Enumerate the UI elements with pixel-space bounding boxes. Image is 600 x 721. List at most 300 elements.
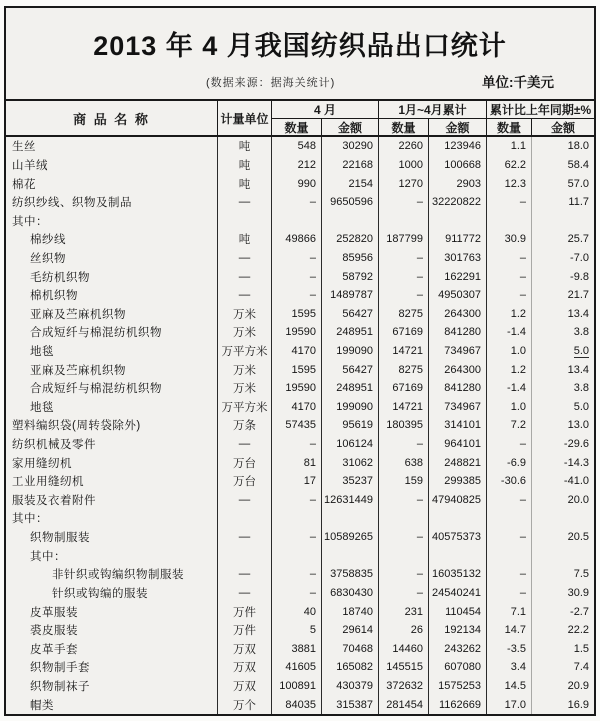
april-amount-cell: 56427 <box>322 304 379 323</box>
april-quantity-cell: 41605 <box>272 658 322 677</box>
table-row <box>6 174 594 193</box>
cumulative-quantity-cell: 14721 <box>379 342 429 361</box>
cumulative-amount-cell: 299385 <box>429 472 487 491</box>
unit-cell <box>218 546 272 565</box>
april-quantity-cell: – <box>272 267 322 286</box>
april-amount-cell <box>322 211 379 230</box>
cumulative-amount-cell: 911772 <box>429 230 487 249</box>
product-name-cell: 山羊绒 <box>6 156 218 175</box>
cumulative-amount-cell: 110454 <box>429 602 487 621</box>
cumulative-amount-cell: 47940825 <box>429 491 487 510</box>
cumulative-quantity-cell: 67169 <box>379 323 429 342</box>
yoy-quantity-cell: 1.0 <box>487 398 532 417</box>
april-amount-cell: 199090 <box>322 342 379 361</box>
april-quantity-cell: 4170 <box>272 398 322 417</box>
cumulative-amount-cell: 32220822 <box>429 193 487 212</box>
product-name-cell: 其中： <box>6 211 218 230</box>
product-name-cell: 服装及衣着附件 <box>6 491 218 510</box>
yoy-amount-cell: 11.7 <box>568 196 589 209</box>
header-product-name: 商 品 名 称 <box>6 101 218 135</box>
unit-cell <box>218 211 272 230</box>
header-subcolumn-row <box>272 119 594 136</box>
table-body <box>6 137 594 714</box>
cumulative-quantity-cell: – <box>379 528 429 547</box>
april-quantity-cell: 1595 <box>272 304 322 323</box>
april-amount-cell: 3758835 <box>322 565 379 584</box>
product-name-cell: 亚麻及苎麻机织物 <box>6 360 218 379</box>
april-amount-cell: 29614 <box>322 621 379 640</box>
yoy-quantity-cell: – <box>487 584 532 603</box>
april-amount-cell: 315387 <box>322 695 379 714</box>
product-name-cell: 合成短纤与棉混纺机织物 <box>6 323 218 342</box>
yoy-quantity-cell: 14.7 <box>487 621 532 640</box>
table-row <box>6 211 594 230</box>
april-quantity-cell: 19590 <box>272 323 322 342</box>
april-amount-cell: 70468 <box>322 639 379 658</box>
april-quantity-cell: 100891 <box>272 677 322 696</box>
april-quantity-cell: – <box>272 584 322 603</box>
cumulative-quantity-cell: 372632 <box>379 677 429 696</box>
unit-cell <box>218 509 272 528</box>
yoy-amount-cell: 20.0 <box>567 493 589 506</box>
cumulative-quantity-cell: 145515 <box>379 658 429 677</box>
yoy-amount-cell: 5.0 <box>573 400 589 413</box>
product-name-cell: 亚麻及苎麻机织物 <box>6 304 218 323</box>
cumulative-amount-cell: 24540241 <box>429 584 487 603</box>
yoy-amount-cell: 1.5 <box>573 642 589 655</box>
yoy-quantity-cell: 62.2 <box>487 156 532 175</box>
yoy-amount-cell: 20.5 <box>567 531 589 544</box>
yoy-quantity-cell: 7.2 <box>487 416 532 435</box>
yoy-amount-cell: 7.4 <box>573 661 589 674</box>
yoy-quantity-cell: -1.4 <box>487 323 532 342</box>
yoy-amount-cell: -7.0 <box>570 251 589 264</box>
yoy-quantity-cell <box>487 546 532 565</box>
april-quantity-cell: 212 <box>272 156 322 175</box>
table-row <box>6 528 594 547</box>
data-source-note: (数据来源：据海关统计) <box>206 77 336 89</box>
statistics-table <box>6 99 594 714</box>
table-row <box>6 286 594 305</box>
cumulative-quantity-cell: – <box>379 584 429 603</box>
product-name-cell: 丝织物 <box>6 249 218 268</box>
cumulative-amount-cell: 192134 <box>429 621 487 640</box>
table-row <box>6 546 594 565</box>
cumulative-amount-cell: 248821 <box>429 453 487 472</box>
unit-cell: — <box>218 249 272 268</box>
cumulative-amount-cell: 40575373 <box>429 528 487 547</box>
yoy-quantity-cell: 1.2 <box>487 304 532 323</box>
cumulative-amount-cell: 16035132 <box>429 565 487 584</box>
april-quantity-cell: 548 <box>272 137 322 156</box>
unit-cell: 万台 <box>218 453 272 472</box>
table-row <box>6 472 594 491</box>
yoy-quantity-cell: – <box>487 249 532 268</box>
unit-cell: 万双 <box>218 677 272 696</box>
yoy-amount-cell: 7.5 <box>573 568 589 581</box>
yoy-amount-cell: -9.8 <box>570 270 589 283</box>
yoy-amount-cell: 3.8 <box>573 382 589 395</box>
april-quantity-cell: – <box>272 528 322 547</box>
yoy-quantity-cell: 1.0 <box>487 342 532 361</box>
cumulative-quantity-cell: – <box>379 565 429 584</box>
product-name-cell: 非针织或钩编织物制服装 <box>6 565 218 584</box>
april-quantity-cell: 3881 <box>272 639 322 658</box>
cumulative-amount-cell: 4950307 <box>429 286 487 305</box>
yoy-quantity-cell: – <box>487 528 532 547</box>
cumulative-quantity-cell: 180395 <box>379 416 429 435</box>
april-amount-cell: 85956 <box>322 249 379 268</box>
cumulative-quantity-cell: 1270 <box>379 174 429 193</box>
april-amount-cell: 10589265 <box>322 528 379 547</box>
yoy-quantity-cell: 14.5 <box>487 677 532 696</box>
yoy-quantity-cell: – <box>487 286 532 305</box>
yoy-amount-cell: -14.3 <box>563 456 589 469</box>
cumulative-quantity-cell: 187799 <box>379 230 429 249</box>
april-quantity-cell: 40 <box>272 602 322 621</box>
product-name-cell: 生丝 <box>6 137 218 156</box>
april-quantity-cell <box>272 546 322 565</box>
unit-cell: 万个 <box>218 695 272 714</box>
header-group-cumulative: 1月~4月累计 <box>379 101 487 118</box>
cumulative-quantity-cell: – <box>379 435 429 454</box>
yoy-amount-cell: 22.2 <box>567 624 589 637</box>
unit-cell: 万双 <box>218 639 272 658</box>
april-quantity-cell: – <box>272 435 322 454</box>
yoy-amount-cell: 25.7 <box>567 233 589 246</box>
cumulative-quantity-cell: 14460 <box>379 639 429 658</box>
unit-cell: — <box>218 565 272 584</box>
cumulative-quantity-cell: – <box>379 193 429 212</box>
product-name-cell: 裘皮服装 <box>6 621 218 640</box>
cumulative-quantity-cell: 159 <box>379 472 429 491</box>
yoy-quantity-cell: -1.4 <box>487 379 532 398</box>
product-name-cell: 织物制手套 <box>6 658 218 677</box>
april-quantity-cell: 19590 <box>272 379 322 398</box>
table-row <box>6 584 594 603</box>
cumulative-amount-cell <box>429 546 487 565</box>
cumulative-amount-cell: 734967 <box>429 342 487 361</box>
april-amount-cell: 12631449 <box>322 491 379 510</box>
yoy-quantity-cell: 7.1 <box>487 602 532 621</box>
product-name-cell: 塑料编织袋(周转袋除外) <box>6 416 218 435</box>
yoy-amount-cell: 13.4 <box>567 363 589 376</box>
april-amount-cell: 106124 <box>322 435 379 454</box>
april-quantity-cell: – <box>272 491 322 510</box>
table-row <box>6 379 594 398</box>
unit-cell: 吨 <box>218 156 272 175</box>
header-measure-unit: 计量单位 <box>218 101 272 135</box>
cumulative-amount-cell: 841280 <box>429 379 487 398</box>
product-name-cell: 帽类 <box>6 695 218 714</box>
april-quantity-cell: 81 <box>272 453 322 472</box>
header-yoy-amount: 金额 <box>550 121 575 135</box>
cumulative-quantity-cell: 281454 <box>379 695 429 714</box>
table-row <box>6 416 594 435</box>
cumulative-quantity-cell: 8275 <box>379 360 429 379</box>
april-amount-cell: 31062 <box>322 453 379 472</box>
table-row <box>6 695 594 714</box>
product-name-cell: 家用缝纫机 <box>6 453 218 472</box>
cumulative-amount-cell: 243262 <box>429 639 487 658</box>
header-group-yoy: 累计比上年同期±% <box>489 103 592 117</box>
april-amount-cell: 30290 <box>322 137 379 156</box>
unit-cell: 万条 <box>218 416 272 435</box>
cumulative-amount-cell: 100668 <box>429 156 487 175</box>
table-row <box>6 621 594 640</box>
yoy-amount-cell <box>532 509 594 528</box>
table-row <box>6 267 594 286</box>
cumulative-amount-cell: 1575253 <box>429 677 487 696</box>
product-name-cell: 纺织纱线、织物及制品 <box>6 193 218 212</box>
april-quantity-cell: 17 <box>272 472 322 491</box>
header-april-amount: 金额 <box>322 119 379 136</box>
header-cumulative-amount: 金额 <box>429 119 487 136</box>
unit-label: 单位:千美元 <box>482 75 554 90</box>
april-quantity-cell: – <box>272 565 322 584</box>
table-row <box>6 491 594 510</box>
yoy-amount-cell: -2.7 <box>570 605 589 618</box>
table-row <box>6 509 594 528</box>
april-quantity-cell: 1595 <box>272 360 322 379</box>
header-value-groups <box>272 101 594 135</box>
header-group-april: 4 月 <box>272 101 379 118</box>
product-name-cell: 皮革手套 <box>6 639 218 658</box>
header-cumulative-quantity: 数量 <box>379 119 429 136</box>
table-row <box>6 323 594 342</box>
product-name-cell: 地毯 <box>6 342 218 361</box>
unit-cell: 万米 <box>218 360 272 379</box>
cumulative-amount-cell: 264300 <box>429 304 487 323</box>
yoy-amount-cell: 30.9 <box>567 586 589 599</box>
cumulative-quantity-cell: – <box>379 267 429 286</box>
yoy-quantity-cell: 30.9 <box>487 230 532 249</box>
cumulative-amount-cell <box>429 509 487 528</box>
table-row <box>6 342 594 361</box>
yoy-amount-cell <box>532 546 594 565</box>
table-row <box>6 435 594 454</box>
april-amount-cell: 58792 <box>322 267 379 286</box>
april-quantity-cell <box>272 509 322 528</box>
cumulative-quantity-cell <box>379 509 429 528</box>
april-amount-cell: 199090 <box>322 398 379 417</box>
product-name-cell: 皮革服装 <box>6 602 218 621</box>
april-amount-cell: 248951 <box>322 323 379 342</box>
yoy-quantity-cell: -30.6 <box>487 472 532 491</box>
april-amount-cell: 9650596 <box>322 193 379 212</box>
april-quantity-cell: 5 <box>272 621 322 640</box>
product-name-cell: 针织或钩编的服装 <box>6 584 218 603</box>
table-row <box>6 193 594 212</box>
unit-cell: 万平方米 <box>218 342 272 361</box>
cumulative-quantity-cell: 2260 <box>379 137 429 156</box>
product-name-cell: 其中： <box>6 546 218 565</box>
unit-cell: — <box>218 528 272 547</box>
table-row <box>6 360 594 379</box>
cumulative-amount-cell: 2903 <box>429 174 487 193</box>
unit-cell: 万双 <box>218 658 272 677</box>
cumulative-quantity-cell: 14721 <box>379 398 429 417</box>
april-amount-cell: 56427 <box>322 360 379 379</box>
cumulative-quantity-cell: 231 <box>379 602 429 621</box>
header-yoy-quantity: 数量 <box>487 119 532 136</box>
subtitle-row <box>6 71 594 91</box>
cumulative-amount-cell: 314101 <box>429 416 487 435</box>
unit-cell: 万米 <box>218 304 272 323</box>
cumulative-amount-cell: 123946 <box>429 137 487 156</box>
april-amount-cell: 2154 <box>322 174 379 193</box>
yoy-quantity-cell: – <box>487 267 532 286</box>
cumulative-amount-cell: 301763 <box>429 249 487 268</box>
yoy-quantity-cell: -3.5 <box>487 639 532 658</box>
product-name-cell: 织物制服装 <box>6 528 218 547</box>
cumulative-quantity-cell <box>379 546 429 565</box>
table-header <box>6 101 594 137</box>
product-name-cell: 棉花 <box>6 174 218 193</box>
yoy-quantity-cell: – <box>487 435 532 454</box>
cumulative-amount-cell: 841280 <box>429 323 487 342</box>
header-group-row <box>272 101 594 119</box>
cumulative-quantity-cell: 1000 <box>379 156 429 175</box>
yoy-quantity-cell: 17.0 <box>487 695 532 714</box>
yoy-amount-cell: 13.0 <box>567 419 589 432</box>
cumulative-quantity-cell <box>379 211 429 230</box>
product-name-cell: 纺织机械及零件 <box>6 435 218 454</box>
cumulative-amount-cell: 264300 <box>429 360 487 379</box>
table-row <box>6 565 594 584</box>
april-amount-cell: 248951 <box>322 379 379 398</box>
table-row <box>6 137 594 156</box>
yoy-amount-cell: 20.9 <box>567 679 589 692</box>
yoy-quantity-cell: – <box>487 491 532 510</box>
cumulative-amount-cell: 1162669 <box>429 695 487 714</box>
cumulative-amount-cell: 162291 <box>429 267 487 286</box>
product-name-cell: 地毯 <box>6 398 218 417</box>
table-row <box>6 639 594 658</box>
document-sheet <box>4 6 596 716</box>
yoy-amount-cell: 58.4 <box>567 158 589 171</box>
unit-cell: 万米 <box>218 323 272 342</box>
yoy-quantity-cell: – <box>487 565 532 584</box>
yoy-amount-cell: 3.8 <box>573 326 589 339</box>
yoy-quantity-cell: 1.1 <box>487 137 532 156</box>
april-amount-cell: 6830430 <box>322 584 379 603</box>
unit-cell: 吨 <box>218 137 272 156</box>
april-amount-cell: 22168 <box>322 156 379 175</box>
april-quantity-cell: 49866 <box>272 230 322 249</box>
table-row <box>6 398 594 417</box>
unit-cell: — <box>218 193 272 212</box>
april-quantity-cell: – <box>272 286 322 305</box>
unit-cell: — <box>218 584 272 603</box>
unit-cell: 万平方米 <box>218 398 272 417</box>
april-amount-cell: 165082 <box>322 658 379 677</box>
yoy-amount-cell: 21.7 <box>567 289 589 302</box>
april-amount-cell: 430379 <box>322 677 379 696</box>
yoy-amount-cell: -29.6 <box>563 438 589 451</box>
unit-cell: 万米 <box>218 379 272 398</box>
yoy-quantity-cell: – <box>487 193 532 212</box>
yoy-amount-cell: 18.0 <box>567 140 589 153</box>
table-row <box>6 230 594 249</box>
cumulative-amount-cell: 964101 <box>429 435 487 454</box>
page-title: 2013 年 4 月我国纺织品出口统计 <box>93 31 507 61</box>
april-quantity-cell: 990 <box>272 174 322 193</box>
yoy-amount-cell: -41.0 <box>563 475 589 488</box>
table-row <box>6 658 594 677</box>
cumulative-quantity-cell: – <box>379 491 429 510</box>
yoy-quantity-cell: 3.4 <box>487 658 532 677</box>
yoy-quantity-cell <box>487 211 532 230</box>
unit-cell: — <box>218 435 272 454</box>
cumulative-amount-cell <box>429 211 487 230</box>
cumulative-quantity-cell: 638 <box>379 453 429 472</box>
april-amount-cell: 35237 <box>322 472 379 491</box>
table-row <box>6 156 594 175</box>
product-name-cell: 毛纺机织物 <box>6 267 218 286</box>
product-name-cell: 其中： <box>6 509 218 528</box>
yoy-amount-cell: 13.4 <box>567 307 589 320</box>
april-amount-cell <box>322 546 379 565</box>
cumulative-quantity-cell: – <box>379 249 429 268</box>
yoy-quantity-cell: -6.9 <box>487 453 532 472</box>
april-quantity-cell: 84035 <box>272 695 322 714</box>
table-row <box>6 249 594 268</box>
cumulative-quantity-cell: 8275 <box>379 304 429 323</box>
april-amount-cell <box>322 509 379 528</box>
april-quantity-cell: 57435 <box>272 416 322 435</box>
header-april-quantity: 数量 <box>272 119 322 136</box>
title-block <box>6 8 594 99</box>
yoy-quantity-cell: 1.2 <box>487 360 532 379</box>
cumulative-amount-cell: 607080 <box>429 658 487 677</box>
cumulative-quantity-cell: 26 <box>379 621 429 640</box>
product-name-cell: 合成短纤与棉混纺机织物 <box>6 379 218 398</box>
april-quantity-cell <box>272 211 322 230</box>
unit-cell: 吨 <box>218 174 272 193</box>
table-row <box>6 677 594 696</box>
yoy-amount-cell: 5.0 <box>573 344 589 357</box>
unit-cell: 万件 <box>218 602 272 621</box>
table-row <box>6 453 594 472</box>
unit-cell: — <box>218 286 272 305</box>
yoy-quantity-cell <box>487 509 532 528</box>
product-name-cell: 工业用缝纫机 <box>6 472 218 491</box>
april-amount-cell: 252820 <box>322 230 379 249</box>
unit-cell: — <box>218 267 272 286</box>
cumulative-quantity-cell: 67169 <box>379 379 429 398</box>
product-name-cell: 棉纱线 <box>6 230 218 249</box>
unit-cell: 万件 <box>218 621 272 640</box>
april-quantity-cell: – <box>272 249 322 268</box>
unit-cell: 吨 <box>218 230 272 249</box>
yoy-quantity-cell: 12.3 <box>487 174 532 193</box>
product-name-cell: 棉机织物 <box>6 286 218 305</box>
april-amount-cell: 1489787 <box>322 286 379 305</box>
yoy-amount-cell: 57.0 <box>567 177 589 190</box>
yoy-amount-cell: 16.9 <box>567 698 589 711</box>
yoy-amount-cell <box>532 211 594 230</box>
april-quantity-cell: 4170 <box>272 342 322 361</box>
unit-cell: 万台 <box>218 472 272 491</box>
table-row <box>6 304 594 323</box>
april-quantity-cell: – <box>272 193 322 212</box>
cumulative-quantity-cell: – <box>379 286 429 305</box>
april-amount-cell: 95619 <box>322 416 379 435</box>
table-row <box>6 602 594 621</box>
product-name-cell: 织物制袜子 <box>6 677 218 696</box>
cumulative-amount-cell: 734967 <box>429 398 487 417</box>
